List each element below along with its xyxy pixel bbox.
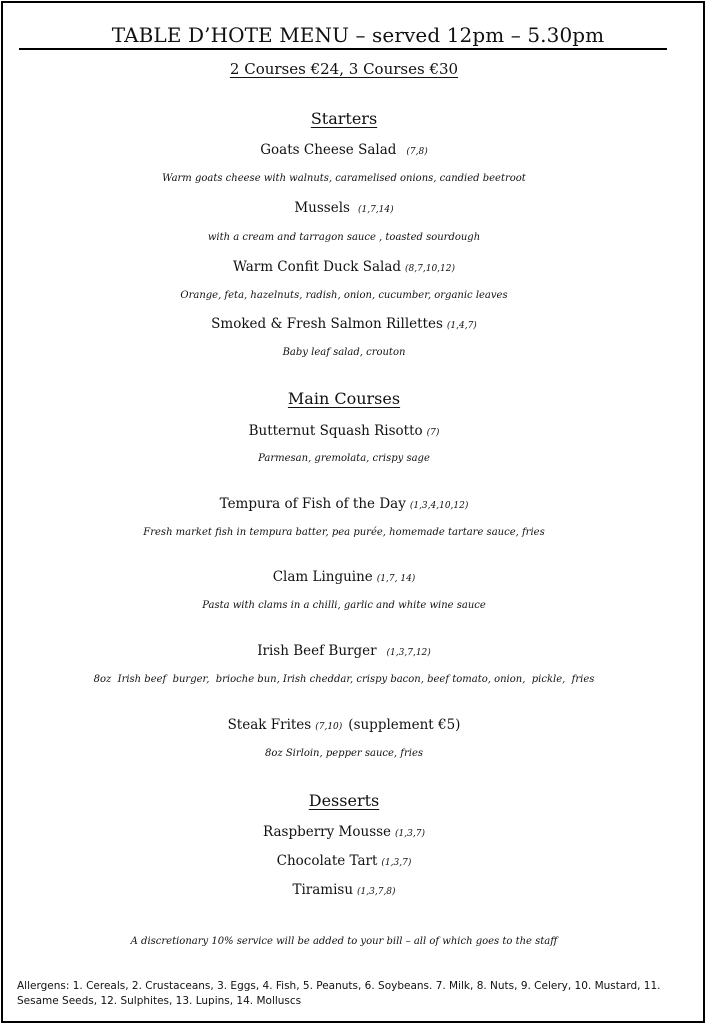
dish-allergens: (1,7,14) — [357, 205, 394, 215]
dish-name: Clam Linguine — [272, 569, 373, 585]
dish-description: Parmesan, gremolata, crispy sage — [258, 453, 430, 464]
dish-description: Fresh market fish in tempura batter, pea purée, homemade tartare sauce, fries — [143, 527, 545, 538]
dish-irish-beef-burger — [3, 642, 685, 662]
dish-warm-confit-duck-salad — [3, 258, 685, 278]
dish-allergens: (1,4,7) — [446, 321, 477, 331]
service-charge-note: A discretionary 10% service will be added to your bill – all of which goes to the staff — [130, 936, 558, 947]
dish-allergens: (7,10) — [315, 722, 343, 732]
dish-name: Goats Cheese Salad — [260, 142, 397, 158]
section-heading-desserts: Desserts — [308, 791, 380, 810]
dish-allergens: (7,8) — [406, 147, 428, 157]
dish-allergens: (1,3,7,12) — [386, 648, 431, 658]
dish-tempura-fish — [3, 495, 685, 515]
menu-title: TABLE D’HOTE MENU – served 12pm – 5.30pm — [19, 23, 667, 50]
dish-allergens: (1,3,7,8) — [357, 887, 396, 897]
dish-steak-frites — [3, 716, 685, 736]
dish-description: Orange, feta, hazelnuts, radish, onion, cucumber, organic leaves — [180, 290, 508, 301]
dish-chocolate-tart — [3, 852, 685, 872]
dish-name: Raspberry Mousse — [263, 824, 392, 840]
dish-allergens: (1,7, 14) — [376, 574, 416, 584]
dish-clam-linguine — [3, 568, 685, 588]
dish-name: Tempura of Fish of the Day — [219, 496, 406, 512]
dish-name: Mussels — [294, 200, 350, 216]
allergens-legend: Allergens: 1. Cereals, 2. Crustaceans, 3. Eggs, 4. Fish, 5. Peanuts, 6. Soybeans. 7. Milk, 8. Nuts, 9. Celery, 10. Mustard, 11. Sesame Seeds, 12. Sulphites, 13. Lupins, 14. Molluscs — [17, 980, 661, 1007]
dish-raspberry-mousse — [3, 823, 685, 843]
dish-allergens: (7) — [426, 428, 440, 438]
dish-name: Butternut Squash Risotto — [248, 423, 423, 439]
dish-description: Warm goats cheese with walnuts, caramelised onions, candied beetroot — [162, 173, 526, 184]
dish-description: with a cream and tarragon sauce , toasted sourdough — [207, 232, 481, 243]
dish-allergens: (1,3,7) — [381, 858, 412, 868]
dish-description: Baby leaf salad, crouton — [282, 347, 406, 358]
section-heading-starters: Starters — [310, 109, 378, 128]
dish-description: 8oz Irish beef burger, brioche bun, Irish cheddar, crispy bacon, beef tomato, onion, pickle, fries — [93, 674, 595, 685]
dish-name: Irish Beef Burger — [257, 643, 377, 659]
menu-page — [1, 1, 705, 1023]
section-heading-main-courses: Main Courses — [287, 389, 401, 408]
dish-name: Smoked & Fresh Salmon Rillettes — [211, 316, 443, 332]
dish-name: Steak Frites — [227, 717, 312, 733]
dish-allergens: (8,7,10,12) — [405, 264, 455, 274]
dish-name: Chocolate Tart — [276, 853, 378, 869]
dish-mussels — [3, 199, 685, 219]
dish-name: Warm Confit Duck Salad — [233, 259, 402, 275]
price-line: 2 Courses €24, 3 Courses €30 — [229, 60, 459, 78]
dish-salmon-rillettes — [3, 315, 685, 335]
dish-description: Pasta with clams in a chilli, garlic and white wine sauce — [202, 600, 486, 611]
dish-allergens: (1,3,7) — [395, 829, 425, 839]
dish-butternut-squash-risotto — [3, 422, 685, 442]
dish-goats-cheese-salad — [3, 141, 685, 161]
dish-supplement: (supplement €5) — [348, 717, 461, 733]
dish-tiramisu — [3, 881, 685, 901]
dish-name: Tiramisu — [292, 882, 354, 898]
dish-description: 8oz Sirloin, pepper sauce, fries — [264, 748, 423, 759]
dish-allergens: (1,3,4,10,12) — [409, 501, 469, 511]
